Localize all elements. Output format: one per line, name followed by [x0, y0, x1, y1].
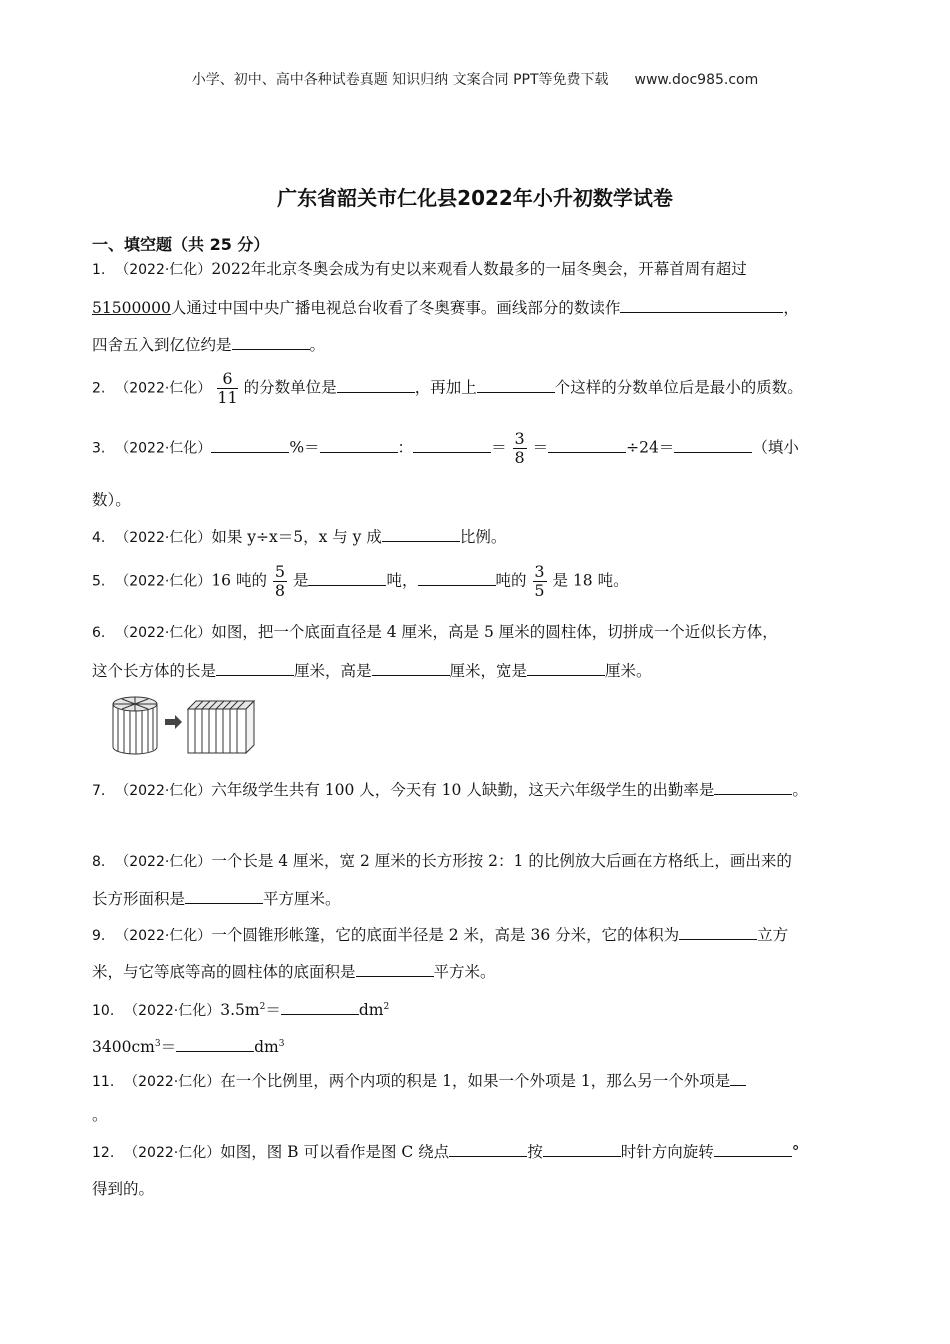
page-header: [0, 69, 950, 89]
arrow-right-icon: [165, 715, 182, 729]
question-number: 11.: [92, 1074, 115, 1090]
answer-blank[interactable]: [418, 569, 496, 586]
question-text: 人通过中国中央广播电视总台收看了冬奥赛事。画线部分的数读作: [170, 299, 621, 317]
answer-blank[interactable]: [730, 1069, 746, 1086]
question-source: （2022·仁化）: [124, 1145, 221, 1161]
header-text: 小学、初中、高中各种试卷真题 知识归纳 文案合同 PPT等免费下载: [191, 72, 609, 88]
question-9-line-1: 9. （2022·仁化）一个圆锥形帐篷，它的底面半径是 2 米，高是 36 分米，它的体积为 立方: [92, 923, 788, 947]
answer-blank[interactable]: [211, 436, 289, 453]
question-source: （2022·仁化）: [115, 440, 212, 457]
question-source: （2022·仁化）: [115, 625, 212, 641]
header-url[interactable]: www.doc985.com: [634, 72, 759, 88]
question-number: 5.: [92, 573, 106, 590]
question-source: （2022·仁化）: [115, 573, 212, 590]
question-11-line-1: 11. （2022·仁化）在一个比例里，两个内项的积是 1，如果一个外项是 1，那么另一个外项是: [92, 1069, 746, 1093]
answer-blank[interactable]: [176, 1035, 254, 1052]
answer-blank[interactable]: [308, 569, 386, 586]
cuboid-image: [188, 701, 254, 753]
answer-blank[interactable]: [232, 333, 310, 350]
question-number: 2.: [92, 380, 106, 397]
question-number: 6.: [92, 625, 106, 641]
question-3-line-2: 数）。: [92, 491, 131, 509]
section-heading: 一、填空题（共 25 分）: [92, 235, 270, 254]
answer-blank[interactable]: [320, 436, 398, 453]
question-1-line-2: 51500000人通过中国中央广播电视总台收看了冬奥赛事。画线部分的数读作 ，: [92, 296, 799, 319]
question-1-line-3: 四舍五入到亿位约是 。: [92, 333, 325, 356]
answer-blank[interactable]: [543, 1140, 621, 1157]
cylinder-image: [113, 697, 157, 754]
question-8-line-2: 长方形面积是 平方厘米。: [92, 887, 341, 910]
question-source: （2022·仁化）: [115, 530, 212, 546]
answer-blank[interactable]: [413, 436, 491, 453]
question-source: （2022·仁化）: [115, 783, 212, 799]
answer-blank[interactable]: [356, 960, 434, 977]
page-title: 广东省韶关市仁化县2022年小升初数学试卷: [277, 186, 673, 210]
question-6-line-1: [92, 621, 778, 644]
question-number: 12.: [92, 1145, 115, 1161]
answer-blank[interactable]: [281, 998, 359, 1015]
question-6-line-2: 这个长方体的长是 厘米，高是 厘米，宽是 厘米。: [92, 659, 652, 682]
answer-blank[interactable]: [679, 923, 757, 940]
question-7: 7. （2022·仁化）六年级学生共有 100 人，今天有 10 人缺勤，这天六年级学生的出勤率是 。: [92, 778, 808, 802]
fraction: $\frac{3}{8}$: [514, 429, 525, 467]
answer-blank[interactable]: [527, 659, 605, 676]
answer-blank[interactable]: [372, 659, 450, 676]
answer-blank[interactable]: [620, 296, 783, 313]
question-12-line-2: 得到的。: [92, 1180, 155, 1198]
answer-blank[interactable]: [337, 376, 415, 393]
question-number: 8.: [92, 854, 106, 870]
question-source: （2022·仁化）: [124, 1074, 221, 1090]
question-12-line-1: 12. （2022·仁化）如图，图 B 可以看作是图 C 绕点 按 时针方向旋转 °: [92, 1140, 799, 1164]
question-number: 4.: [92, 530, 106, 546]
question-10-line-1: 10. （2022·仁化）$3.5m^2= dm^2$: [92, 996, 389, 1022]
question-5: 5. （2022·仁化）16 吨的 $\frac{5}{8}$ 是 吨， 吨的 $\frac{3}{5}$ 是 18 吨。: [92, 562, 629, 600]
question-3-line-1: 3. （2022·仁化） %＝ ： ＝ $\frac{3}{8}$ ＝ ÷24＝ （填小: [92, 429, 799, 467]
question-source: （2022·仁化）: [115, 928, 212, 944]
question-text: 四舍五入到亿位约是: [92, 336, 232, 354]
question-1-line-1: [92, 258, 747, 281]
question-text: 如图，把一个底面直径是 4 厘米，高是 5 厘米的圆柱体，切拼成一个近似长方体，: [211, 623, 778, 641]
question-number: 9.: [92, 928, 106, 944]
answer-blank[interactable]: [548, 436, 626, 453]
fraction: $\frac{6}{11}$: [217, 369, 238, 407]
question-2: 2. （2022·仁化） $\frac{6}{11}$ 的分数单位是 ，再加上 个这样的分数单位后是最小的质数。: [92, 369, 803, 407]
question-number: 10.: [92, 1003, 115, 1020]
question-11-line-2: 。: [92, 1106, 108, 1124]
answer-blank[interactable]: [714, 778, 792, 795]
question-number: 7.: [92, 783, 106, 799]
cylinder-to-cuboid-figure: [108, 695, 258, 755]
question-source: （2022·仁化）: [115, 380, 212, 397]
question-4: 4. （2022·仁化）如果 y÷x＝5，x 与 y 成 比例。: [92, 525, 506, 549]
question-number: 1.: [92, 262, 106, 278]
fraction: $\frac{5}{8}$: [274, 562, 286, 600]
question-source: （2022·仁化）: [115, 262, 212, 278]
answer-blank[interactable]: [382, 525, 460, 542]
question-9-line-2: 米，与它等底等高的圆柱体的底面积是 平方米。: [92, 960, 496, 983]
question-source: （2022·仁化）: [115, 854, 212, 870]
answer-blank[interactable]: [477, 376, 555, 393]
answer-blank[interactable]: [449, 1140, 527, 1157]
answer-blank[interactable]: [216, 659, 294, 676]
question-10-line-2: $3400cm^3= dm^3$: [92, 1033, 284, 1058]
answer-blank[interactable]: [185, 887, 263, 904]
answer-blank[interactable]: [714, 1140, 792, 1157]
answer-blank[interactable]: [674, 436, 752, 453]
fraction: $\frac{3}{5}$: [534, 562, 545, 600]
underlined-number: 51500000: [92, 299, 171, 317]
question-text: 2022年北京冬奥会成为有史以来观看人数最多的一届冬奥会，开幕首周有超过: [211, 260, 747, 278]
question-8-line-1: [92, 850, 792, 873]
question-number: 3.: [92, 440, 106, 457]
question-text: 一个长是 4 厘米，宽 2 厘米的长方形按 2：1 的比例放大后画在方格纸上，画出来的: [211, 852, 792, 870]
question-source: （2022·仁化）: [124, 1003, 221, 1020]
